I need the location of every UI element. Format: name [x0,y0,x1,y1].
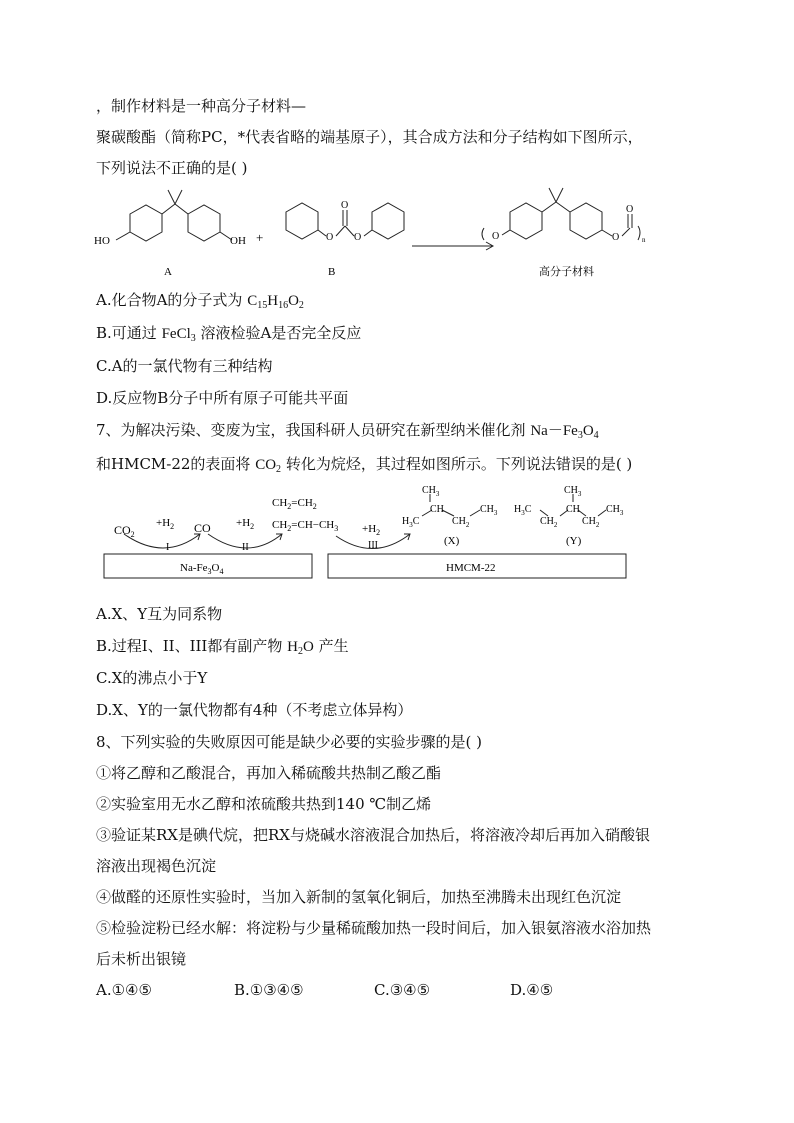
q8-stem: 8、下列实验的失败原因可能是缺少必要的实验步骤的是( ) [96,733,483,751]
q6-line1: ，制作材料是一种高分子材料— [96,97,307,115]
q7-co2: $CO_2$ [255,457,282,475]
ring-a-right [188,205,220,241]
x-label: (X) [444,535,460,547]
step3-label: III [368,540,378,551]
ring-p-right [570,203,602,239]
q8-answer-c: C.③④⑤ [374,981,431,999]
x-ch: CH [430,504,444,515]
p-n-subscript: n [642,236,646,244]
b-o-left: O [326,232,334,243]
y-ch3-end: $CH_3$ [606,504,624,517]
q6-option-c: C.A的一氯代物有三种结构 [96,357,273,375]
q7-line2-text: 和HMCM-22的表面将 [96,455,256,473]
co-label: CO [194,521,211,535]
q7-option-d: D.X、Y的一氯代物都有4种（不考虑立体异构） [96,701,413,719]
box-right-label: HMCM-22 [446,562,496,574]
q6-synthesis-figure [90,182,670,282]
q8-item1: ①将乙醇和乙酸混合，再加入稀硫酸共热制乙酸乙酯 [96,764,442,782]
q6-option-a [96,290,304,311]
q8-item2: ②实验室用无水乙醇和浓硫酸共热到140 ℃制乙烯 [96,795,432,813]
alkene2-label: $CH_2=CH-CH_3$ [272,519,339,533]
ring-a-left [130,205,162,241]
q7-catalyst: $Na-Fe_3O_4$ [530,423,599,441]
plus-sign: + [256,230,264,245]
q8-item5-line2: 后未析出银镜 [96,950,187,968]
step1-label: I [166,542,170,553]
q7-line2-tail: 转化为烷烃，其过程如图所示。下列说法错误的是( ) [281,455,633,473]
label-a: A [164,266,172,278]
q8-item3-line2: 溶液出现褐色沉淀 [96,857,217,875]
q6-option-b-text: B.可通过 [96,324,162,342]
q8-answer-d: D.④⑤ [510,981,554,999]
q8-answer-options [96,980,696,1000]
q8-answer-b: B.①③④⑤ [234,981,304,999]
ring-b-left [286,203,318,239]
q7-line1-text: 7、为解决污染、变废为宝，我国科研人员研究在新型纳米催化剂 [96,421,531,439]
q7-process-figure [96,482,636,582]
ring-p-left [510,203,542,239]
label-product: 高分子材料 [539,266,594,278]
ho-left-label: HO [94,235,110,247]
q6-option-b-formula: FeCl$_3$ [161,326,196,344]
q6-line3: 下列说法不正确的是( ) [96,159,248,177]
q8-item5-line1: ⑤检验淀粉已经水解：将淀粉与少量稀硫酸加热一段时间后，加入银氨溶液水浴加热 [96,919,652,937]
oh-right-label: OH [230,235,246,247]
y-ch: CH [566,504,580,515]
x-ch2: $CH_2$ [452,516,470,529]
q8-answer-a: A.①④⑤ [96,981,152,999]
step2-label: II [242,542,249,553]
q7-option-b-tail: 产生 [313,637,349,655]
q7-option-b [96,636,349,657]
q7-option-b-formula: $H_2O$ [287,639,314,657]
q6-option-a-text: A.化合物A的分子式为 [96,291,248,309]
y-label: (Y) [566,535,582,547]
box-left-label: $Na-Fe_3O_4$ [180,562,224,576]
x-ch3-top: $CH_3$ [422,485,440,498]
h2-step2: $+H_2$ [236,517,255,531]
q7-line1 [96,420,599,441]
x-ch3-end: $CH_3$ [480,504,498,517]
q8-item4: ④做醛的还原性实验时，当加入新制的氢氧化铜后，加热至沸腾未出现红色沉淀 [96,888,622,906]
y-ch3-top: $CH_3$ [564,485,582,498]
q7-line2 [96,454,632,475]
q8-item3-line1: ③验证某RX是碘代烷，把RX与烧碱水溶液混合加热后，将溶液冷却后再加入硝酸银 [96,826,650,844]
co2-label: $CO_2$ [114,523,135,539]
ring-b-right [372,203,404,239]
q6-line2: 聚碳酸酯（简称PC，*代表省略的端基原子），其合成方法和分子结构如下图所示， [96,128,643,146]
b-o-right: O [354,232,362,243]
q7-option-b-text: B.过程I、II、III都有副产物 [96,637,288,655]
q6-option-d: D.反应物B分子中所有原子可能共平面 [96,389,349,407]
y-h3c: $H_3C$ [514,504,532,517]
label-b: B [328,266,336,278]
y-ch2-right: $CH_2$ [582,516,600,529]
y-ch2-left: $CH_2$ [540,516,558,529]
q6-option-b-tail: 溶液检验A是否完全反应 [195,324,362,342]
alkene1-label: $CH_2=CH_2$ [272,497,317,511]
x-h3c: $H_3C$ [402,516,420,529]
p-o-carbonyl: O [626,204,634,215]
q7-option-c: C.X的沸点小于Y [96,669,208,687]
p-o-left: O [492,231,500,242]
b-o-carbonyl: O [341,200,349,211]
h2-step3: $+H_2$ [362,523,381,537]
q7-option-a: A.X、Y互为同系物 [96,605,223,623]
q6-option-a-formula: $C_{15}H_{16}O_2$ [247,293,304,311]
q6-option-b [96,323,361,344]
h2-step1: $+H_2$ [156,517,175,531]
p-o-right: O [612,232,620,243]
